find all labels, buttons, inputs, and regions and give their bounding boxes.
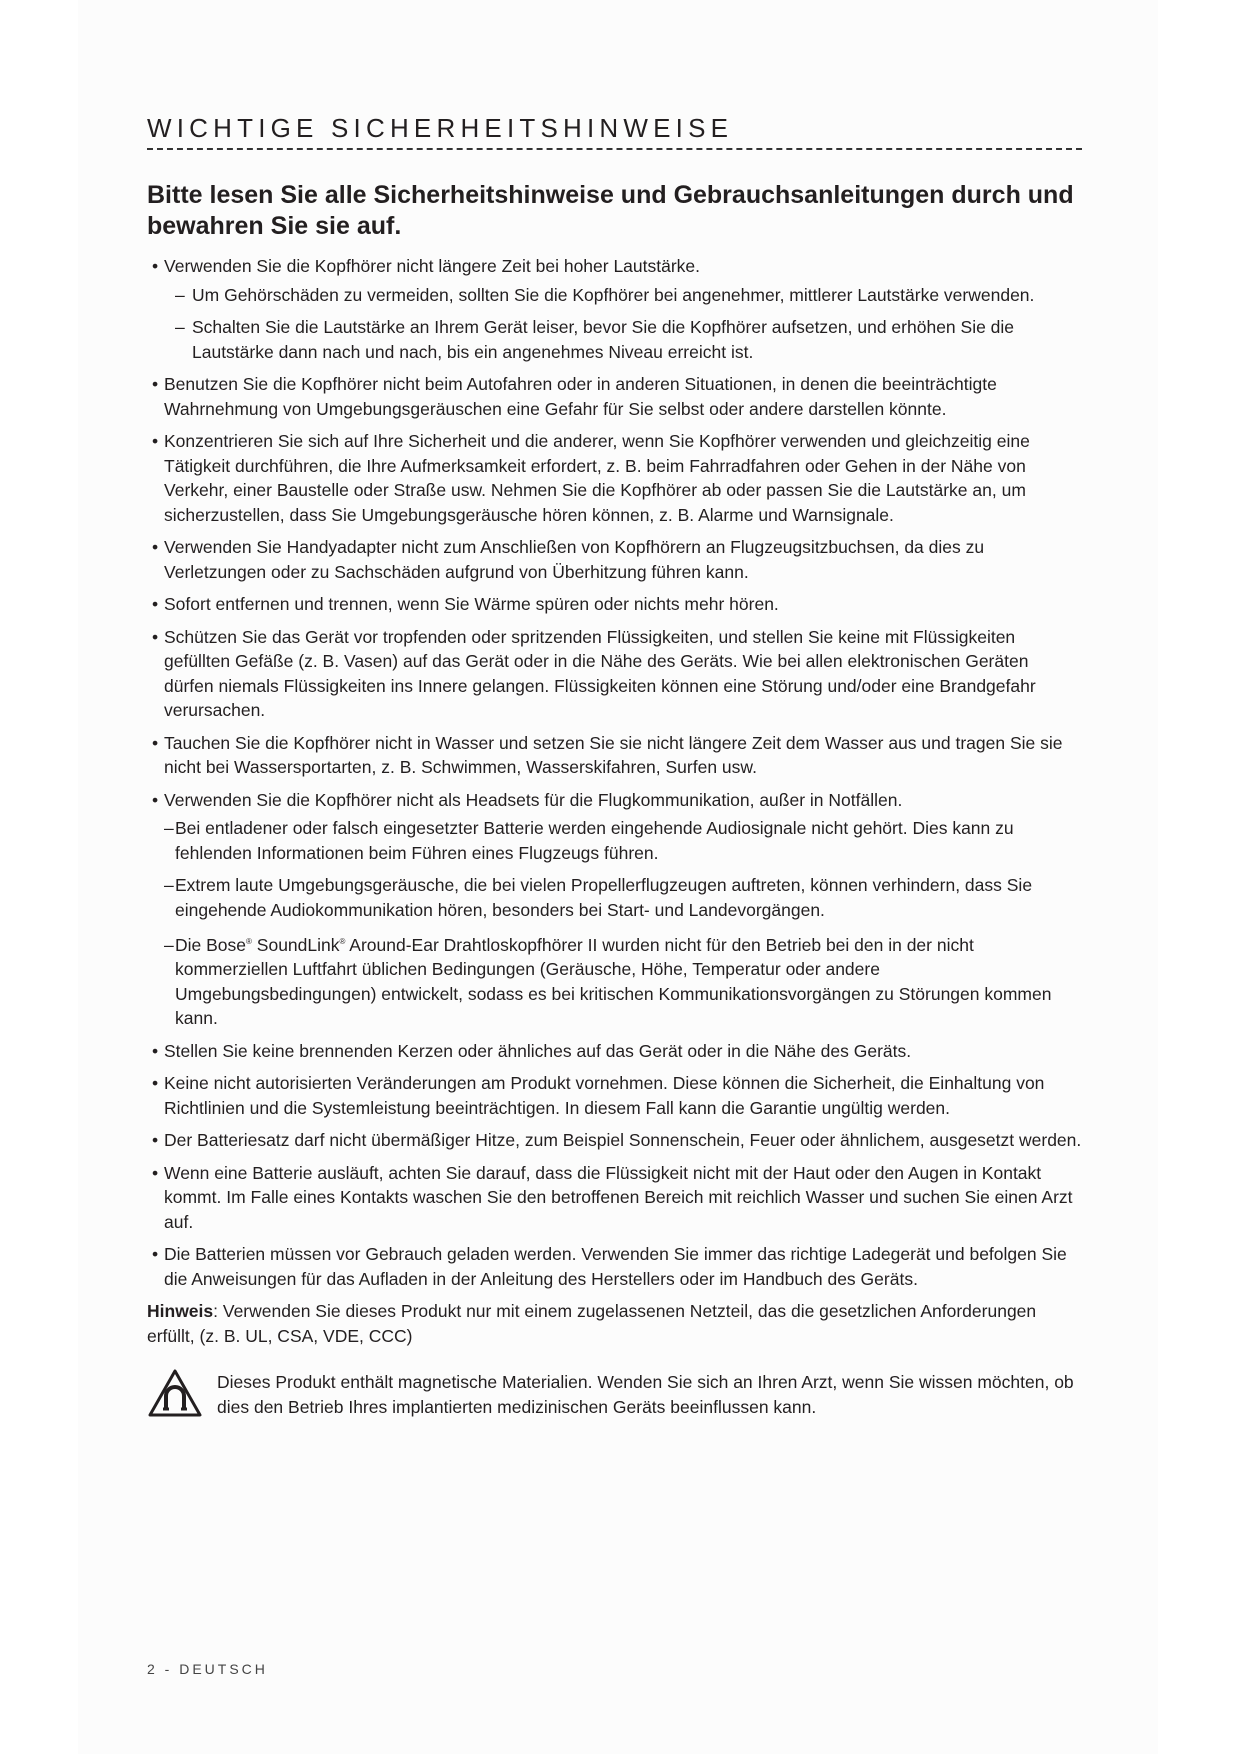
safety-item — [147, 535, 1082, 584]
bullet-icon: • — [152, 789, 159, 810]
section-title: WICHTIGE SICHERHEITSHINWEISE — [147, 113, 734, 143]
safety-subitem-text: Bei entladener oder falsch eingesetzter Batterie werden eingehende Audiosignale nicht gehört. Dies kann zu fehlenden Informationen beim Führen eines Flugzeugs führen. — [175, 818, 1014, 863]
bose-suffix: Around-Ear Drahtloskopfhörer II wurden nicht für den Betrieb bei den in der nicht kommerziellen Luftfahrt üblichen Bedingungen (Geräusche, Höhe, Temperatur oder andere Umgebungsbedingungen) entwickelt, sodass es bei kritischen Kommunikationsvorgängen zu Störungen kommen kann. — [175, 934, 1052, 1029]
magnet-warning-icon — [147, 1368, 203, 1418]
bullet-icon: • — [152, 732, 159, 753]
bullet-icon: • — [152, 1073, 159, 1094]
safety-subitem — [164, 873, 1082, 922]
note-label: Hinweis — [147, 1301, 214, 1322]
document-content — [147, 112, 1082, 1419]
bullet-icon: • — [152, 374, 159, 394]
bullet-icon: • — [152, 1162, 159, 1183]
bullet-icon: • — [152, 626, 159, 647]
safety-item-text: Keine nicht autorisierten Veränderungen am Produkt vornehmen. Diese können die Sicherheit, die Einhaltung von Richtlinien und die Systemleistung beeinträchtigen. In diesem Fall kann die Garantie ungültig werden. — [164, 1073, 1045, 1118]
safety-item — [147, 254, 1082, 364]
safety-subitem-text: Um Gehörschäden zu vermeiden, sollten Sie die Kopfhörer bei angenehmer, mittlerer Lautstärke verwenden. — [192, 284, 1035, 305]
safety-item-text: Wenn eine Batterie ausläuft, achten Sie darauf, dass die Flüssigkeit nicht mit der Haut oder den Augen in Kontakt kommt. Im Falle eines Kontakts waschen Sie den betroffenen Bereich mit reichlich Wasser und suchen Sie einen Arzt auf. — [164, 1162, 1073, 1232]
dash-icon: – — [164, 818, 174, 838]
dash-icon: – — [164, 934, 174, 955]
bullet-icon: • — [152, 594, 159, 614]
safety-item-text: Stellen Sie keine brennenden Kerzen oder ähnliches auf das Gerät oder in die Nähe des Geräts. — [164, 1040, 912, 1061]
safety-subitem — [164, 283, 1082, 308]
safety-item-text: Schützen Sie das Gerät vor tropfenden oder spritzenden Flüssigkeiten, und stellen Sie keine mit Flüssigkeiten gefüllten Gefäße (z. B. Vasen) auf das Gerät oder in die Nähe des Geräts. Wie bei allen elektronischen Geräten dürfen niemals Flüssigkeiten ins Innere gelangen. Flüssigkeiten können eine Störung und/oder eine Brandgefahr verursachen. — [164, 626, 1036, 720]
safety-item-text: Verwenden Sie Handyadapter nicht zum Anschließen von Kopfhörern an Flugzeugsitzbuchsen, da dies zu Verletzungen oder zu Sachschäden aufgrund von Überhitzung führen kann. — [164, 537, 985, 582]
bullet-icon: • — [152, 1244, 159, 1265]
bose-middle: SoundLink — [251, 934, 340, 955]
bullet-icon: • — [152, 1040, 159, 1061]
safety-item-text: Verwenden Sie die Kopfhörer nicht längere Zeit bei hoher Lautstärke. — [164, 256, 701, 276]
safety-item-text: Tauchen Sie die Kopfhörer nicht in Wasser und setzen Sie sie nicht längere Zeit dem Wasser aus und tragen Sie sie nicht bei Wassersportarten, z. B. Schwimmen, Wasserskifahren, Surfen usw. — [164, 732, 1063, 777]
lead-heading: Bitte lesen Sie alle Sicherheitshinweise und Gebrauchsanleitungen durch und bewahren Sie sie auf. — [147, 181, 1074, 240]
safety-subitem-text: Schalten Sie die Lautstärke an Ihrem Gerät leiser, bevor Sie die Kopfhörer aufsetzen, und erhöhen Sie die Lautstärke dann nach und nach, bis ein angenehmes Niveau erreicht ist. — [192, 317, 1015, 362]
bullet-icon: • — [152, 1130, 159, 1151]
bullet-icon: • — [152, 537, 159, 557]
safety-item-text: Die Batterien müssen vor Gebrauch geladen werden. Verwenden Sie immer das richtige Ladegerät und befolgen Sie die Anweisungen für das Aufladen in der Anleitung des Herstellers oder im Handbuch des Geräts. — [164, 1244, 1067, 1289]
safety-item — [147, 1242, 1082, 1291]
safety-item — [147, 1128, 1082, 1153]
safety-subitem — [164, 816, 1082, 865]
note-text: : Verwenden Sie dieses Produkt nur mit einem zugelassenen Netzteil, das die gesetzlichen Anforderungen erfüllt, (z. B. UL, CSA, VDE, CCC) — [147, 1301, 1037, 1346]
safety-subitem-text: Extrem laute Umgebungsgeräusche, die bei vielen Propellerflugzeugen auftreten, können verhindern, dass Sie eingehende Audiokommunikation hören, besonders bei Start- und Landevorgängen. — [175, 875, 1033, 920]
magnet-warning — [147, 1368, 1082, 1419]
safety-item — [147, 372, 1082, 421]
dash-icon: – — [175, 284, 185, 305]
safety-item — [147, 592, 1082, 617]
safety-sublist — [164, 283, 1082, 365]
note-paragraph — [147, 1299, 1082, 1348]
warning-text: Dieses Produkt enthält magnetische Materialien. Wenden Sie sich an Ihren Arzt, wenn Sie wissen möchten, ob dies den Betrieb Ihres implantierten medizinischen Geräts beeinflussen kann. — [217, 1372, 1074, 1417]
safety-item — [147, 1071, 1082, 1120]
safety-item — [147, 625, 1082, 723]
safety-item — [147, 1039, 1082, 1064]
bullet-icon: • — [152, 431, 159, 451]
registered-mark: ® — [339, 937, 346, 946]
safety-item-text: Benutzen Sie die Kopfhörer nicht beim Autofahren oder in anderen Situationen, in denen die beeinträchtigte Wahrnehmung von Umgebungsgeräuschen eine Gefahr für Sie selbst oder andere darstellen könnte. — [164, 374, 997, 419]
dashed-divider — [147, 148, 1082, 150]
safety-item — [147, 429, 1082, 527]
safety-sublist — [164, 816, 1082, 1031]
bose-prefix: Die Bose — [175, 934, 247, 955]
safety-item — [147, 788, 1082, 1031]
safety-subitem — [164, 315, 1082, 364]
safety-list — [147, 254, 1082, 1291]
page-footer: 2 - DEUTSCH — [147, 1661, 268, 1677]
dash-icon: – — [175, 317, 185, 337]
safety-item-text: Konzentrieren Sie sich auf Ihre Sicherheit und die anderer, wenn Sie Kopfhörer verwenden und gleichzeitig eine Tätigkeit durchführen, die Ihre Aufmerksamkeit erfordert, z. B. beim Fahrradfahren oder Gehen in der Nähe von Verkehr, einer Baustelle oder Straße usw. Nehmen Sie die Kopfhörer ab oder passen Sie die Lautstärke an, um sicherzustellen, dass Sie Umgebungsgeräusche hören können, z. B. Alarme und Warnsignale. — [164, 431, 1030, 525]
bullet-icon: • — [152, 256, 159, 276]
registered-mark: ® — [246, 937, 252, 946]
safety-item-text: Verwenden Sie die Kopfhörer nicht als Headsets für die Flugkommunikation, außer in Notfällen. — [164, 789, 903, 810]
safety-item — [147, 1161, 1082, 1235]
safety-item-text: Der Batteriesatz darf nicht übermäßiger Hitze, zum Beispiel Sonnenschein, Feuer oder ähnlichem, ausgesetzt werden. — [164, 1130, 1082, 1151]
dash-icon: – — [164, 875, 174, 895]
safety-subitem — [164, 930, 1082, 1031]
safety-item — [147, 731, 1082, 780]
safety-item-text: Sofort entfernen und trennen, wenn Sie Wärme spüren oder nichts mehr hören. — [164, 594, 779, 614]
